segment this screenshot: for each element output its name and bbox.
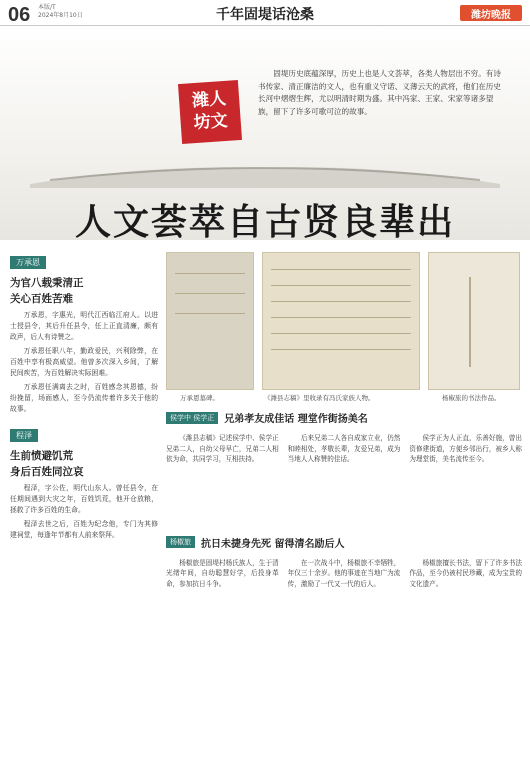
hero-banner	[0, 26, 530, 240]
article-columns	[166, 430, 522, 465]
article-title: 抗日未捷身先死 留得清名励后人	[201, 538, 345, 550]
article-title-line-2: 身后百姓同泣哀	[10, 466, 84, 478]
article-title-line-1: 生前愤避饥荒	[10, 450, 73, 462]
article-paragraph: 程泽，字公佐，明代山东人。曾任县令，在任期间遇到大灾之年，百姓饥荒，他开仓放粮，拯救了许多百姓的生命。	[10, 484, 158, 514]
article-header	[166, 535, 522, 550]
book-photo	[262, 252, 420, 390]
photo-caption: 《潍县志稿》里收录有冯氏家族人物。	[264, 394, 375, 402]
page-header	[0, 0, 530, 26]
article-paragraph: 万承恩任职八年，勤政爱民，兴利除弊，在百姓中享有极高威望。他曾多次深入乡间，了解民间疾苦，为百姓解决实际困难。	[10, 347, 158, 377]
article-paragraph: 万承恩任满离去之时，百姓感念其恩德，纷纷挽留，场面感人，至今仍流传着许多关于他的故事。	[10, 383, 158, 413]
stamp-char-1: 潍	[191, 90, 210, 112]
article-paragraph: 程泽去世之后，百姓为纪念他，专门为其修建祠堂，每逢年节都有人前来祭拜。	[10, 520, 158, 539]
article-paragraph: 后来兄弟二人各自成家立业，仍然和睦相处，孝敬长辈，友爱兄弟，成为当地人人称赞的佳话。	[287, 434, 401, 463]
photo-strip	[166, 252, 522, 402]
article-paragraph: 侯学正为人正直，乐善好施，曾出资修建街道，方便乡邻出行，被乡人称为理堂街，美名流传至今。	[409, 434, 523, 463]
article-paragraph: 杨椒旅擅长书法，留下了许多书法作品，至今仍被村民珍藏，成为宝贵的文化遗产。	[409, 558, 523, 588]
left-column	[10, 250, 158, 541]
article-paragraph: 《潍县志稿》记述侯学中、侯学正兄弟二人，自幼父母早亡，兄弟二人相依为命，共同学习，互相扶持。	[166, 434, 279, 463]
calligraphy-photo	[428, 252, 520, 390]
main-headline: 人文荟萃自古贤良辈出	[74, 201, 455, 240]
photo-caption: 万承恩墓碑。	[180, 394, 219, 402]
date-line-1: 本版/T	[38, 4, 56, 11]
photo-caption: 杨椒旅的书法作品。	[442, 394, 501, 402]
article-header	[166, 410, 522, 425]
newspaper-logo: 潍坊晚报	[460, 5, 522, 21]
main-articles	[166, 410, 522, 589]
person-tag: 万承恩	[10, 256, 46, 269]
section-title: 千年固堤话沧桑	[216, 7, 314, 23]
tombstone-photo	[166, 252, 254, 390]
person-tag: 侯学中 侯学正	[166, 412, 218, 424]
article-title-line-2: 关心百姓苦难	[10, 293, 73, 305]
eaves-illustration	[30, 154, 500, 188]
stamp-char-3: 坊	[193, 112, 212, 134]
article-paragraph: 在一次战斗中，杨椒旅不幸牺牲，年仅三十余岁。他的事迹在当地广为流传，激励了一代又一代的后人。	[287, 558, 401, 588]
page-number: 06	[8, 4, 31, 26]
stamp-char-4: 文	[210, 110, 229, 132]
person-tag: 程泽	[10, 429, 38, 442]
article-paragraph: 万承恩，字惠光，明代江西临江府人。以进士授县令，其后升任县令，任上正直清廉，颇有政声，后人有诗赞之。	[10, 311, 158, 341]
stamp-char-2: 人	[208, 88, 227, 111]
date-line-2: 2024年8月10日	[38, 12, 83, 19]
person-tag: 杨椒旅	[166, 536, 195, 548]
article-title-line-1: 为官八载秉清正	[10, 277, 84, 289]
article-paragraph: 杨椒旅是固堤村杨氏族人，生于清光绪年间，自幼聪慧好学，后投身革命，参加抗日斗争。	[166, 558, 279, 588]
intro-paragraph: 固堤历史底蕴深厚，历史上也是人文荟萃，各类人物层出不穷。有诗书传家、清正廉洁的文人，也有重义守诺、义薄云天的武将，他们在历史长河中熠熠生辉，尤以明清时期为盛。其中冯家、王家、宋家等诸多望族，留下了许多可歌可泣的故事。	[258, 69, 501, 116]
article-title: 兄弟孝友成佳话 理堂作街扬美名	[224, 414, 368, 425]
column-stamp	[178, 80, 242, 144]
article-columns	[166, 555, 522, 590]
